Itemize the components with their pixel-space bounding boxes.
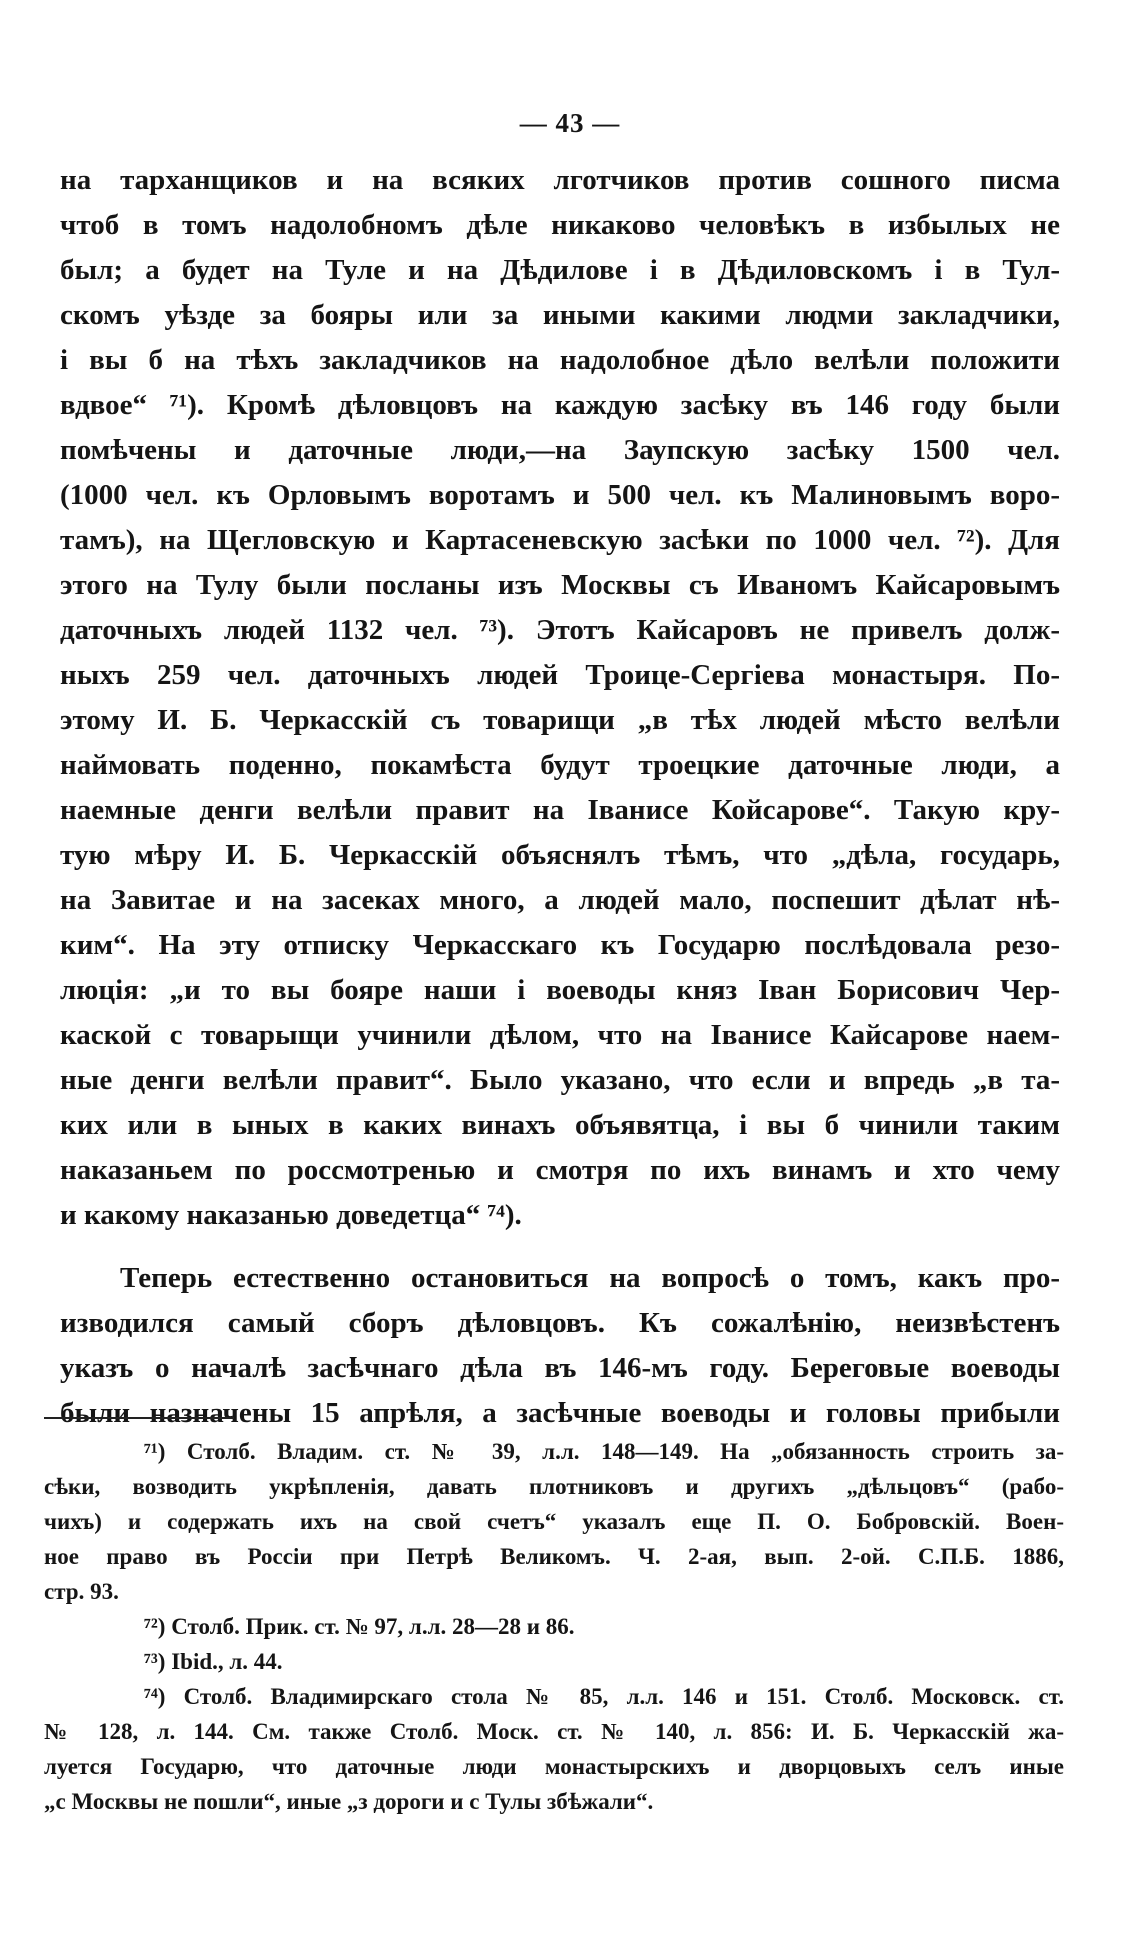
footnote-line: чихъ) и содержать ихъ на свой счетъ“ указалъ еще П. О. Бобровскій. Воен- bbox=[44, 1509, 1064, 1534]
footnote-74 bbox=[44, 1679, 1064, 1819]
footnote-line: ⁷⁴) Столб. Владимирскаго стола № 85, л.л. 146 и 151. Столб. Московск. ст. bbox=[144, 1684, 1064, 1709]
footnote-72 bbox=[44, 1609, 1064, 1644]
text-line: ким“. На эту отписку Черкасскаго къ Государю послѣдовала резо- bbox=[60, 929, 1060, 961]
body-text bbox=[60, 158, 1060, 1436]
text-line: (1000 чел. къ Орловымъ воротамъ и 500 чел. къ Малиновымъ воро- bbox=[60, 479, 1060, 511]
text-line: указъ о началѣ засѣчнаго дѣла въ 146-мъ году. Береговые воеводы bbox=[60, 1352, 1060, 1384]
text-line: был; а будет на Туле и на Дѣдилове і в Дѣдиловскомъ і в Тул- bbox=[60, 254, 1060, 286]
text-line: даточныхъ людей 1132 чел. ⁷³). Этотъ Кайсаровъ не привелъ долж- bbox=[60, 614, 1060, 646]
footnote-line: № 128, л. 144. См. также Столб. Моск. ст. № 140, л. 856: И. Б. Черкасскій жа- bbox=[44, 1719, 1064, 1744]
footnote-divider bbox=[44, 1417, 234, 1419]
text-line: тую мѣру И. Б. Черкасскій объяснялъ тѣмъ, что „дѣла, государь, bbox=[60, 839, 1060, 871]
text-line: каской с товарыщи учинили дѣлом, что на Іванисе Кайсарове наем- bbox=[60, 1019, 1060, 1051]
footnote-73 bbox=[44, 1644, 1064, 1679]
footnote-line: ⁷³) Ibid., л. 44. bbox=[144, 1649, 283, 1674]
text-line: люція: „и то вы бояре наши і воеводы княз Іван Борисович Чер- bbox=[60, 974, 1060, 1006]
text-line: на тарханщиков и на всяких лготчиков против сошного писма bbox=[60, 164, 1060, 196]
text-line: ныхъ 259 чел. даточныхъ людей Троице-Сергіева монастыря. По- bbox=[60, 659, 1060, 691]
text-line: ные денги велѣли правит“. Было указано, что если и впредь „в та- bbox=[60, 1064, 1060, 1096]
footnote-line: ⁷²) Столб. Прик. ст. № 97, л.л. 28—28 и 86. bbox=[144, 1614, 575, 1639]
footnote-line: луется Государю, что даточные люди монастырскихъ и дворцовыхъ селъ иные bbox=[44, 1754, 1064, 1779]
footnote-71 bbox=[44, 1434, 1064, 1609]
text-line: и какому наказанью доведетца“ ⁷⁴). bbox=[60, 1199, 522, 1231]
text-line: помѣчены и даточные люди,—на Заупскую засѣку 1500 чел. bbox=[60, 434, 1060, 466]
paragraph-1 bbox=[60, 158, 1060, 1238]
text-line: вдвое“ ⁷¹). Кромѣ дѣловцовъ на каждую засѣку въ 146 году были bbox=[60, 389, 1060, 421]
paragraph-2 bbox=[60, 1256, 1060, 1436]
text-line: ких или в ыных в каких винахъ объявятца, і вы б чинили таким bbox=[60, 1109, 1060, 1141]
text-line: изводился самый сборъ дѣловцовъ. Къ сожалѣнію, неизвѣстенъ bbox=[60, 1307, 1060, 1339]
footnote-line: стр. 93. bbox=[44, 1579, 119, 1604]
page-number: — 43 — bbox=[519, 108, 621, 138]
footnote-line: „с Москвы не пошли“, иные „з дороги и с Тулы збѣжали“. bbox=[44, 1789, 654, 1814]
footnotes bbox=[44, 1434, 1064, 1819]
text-line: были назначены 15 апрѣля, а засѣчные воеводы и головы прибыли bbox=[60, 1397, 1060, 1429]
text-line: этого на Тулу были посланы изъ Москвы съ Иваномъ Кайсаровымъ bbox=[60, 569, 1060, 601]
text-line: этому И. Б. Черкасскій съ товарищи „в тѣх людей мѣсто велѣли bbox=[60, 704, 1060, 736]
footnote-line: ⁷¹) Столб. Владим. ст. № 39, л.л. 148—149. На „обязанность строить за- bbox=[144, 1439, 1064, 1464]
text-line: і вы б на тѣхъ закладчиков на надолобное дѣло велѣли положити bbox=[60, 344, 1060, 376]
text-line: скомъ уѣзде за бояры или за иными какими людми закладчики, bbox=[60, 299, 1060, 331]
footnote-line: сѣки, возводить укрѣпленія, давать плотниковъ и другихъ „дѣльцовъ“ (рабо- bbox=[44, 1474, 1064, 1499]
text-line: тамъ), на Щегловскую и Картасеневскую засѣки по 1000 чел. ⁷²). Для bbox=[60, 524, 1060, 556]
text-line: наказаньем по россмотренью и смотря по ихъ винамъ и хто чему bbox=[60, 1154, 1060, 1186]
text-line: чтоб в томъ надолобномъ дѣле никаково человѣкъ в избылых не bbox=[60, 209, 1060, 241]
text-line: наемные денги велѣли правит на Іванисе Койсарове“. Такую кру- bbox=[60, 794, 1060, 826]
footnote-line: ное право въ Россіи при Петрѣ Великомъ. Ч. 2-ая, вып. 2-ой. С.П.Б. 1886, bbox=[44, 1544, 1064, 1569]
text-line: Теперь естественно остановиться на вопросѣ о томъ, какъ про- bbox=[120, 1262, 1060, 1294]
text-line: наймовать поденно, покамѣста будут троецкие даточные люди, а bbox=[60, 749, 1060, 781]
text-line: на Завитае и на засеках много, а людей мало, поспешит дѣлат нѣ- bbox=[60, 884, 1060, 916]
